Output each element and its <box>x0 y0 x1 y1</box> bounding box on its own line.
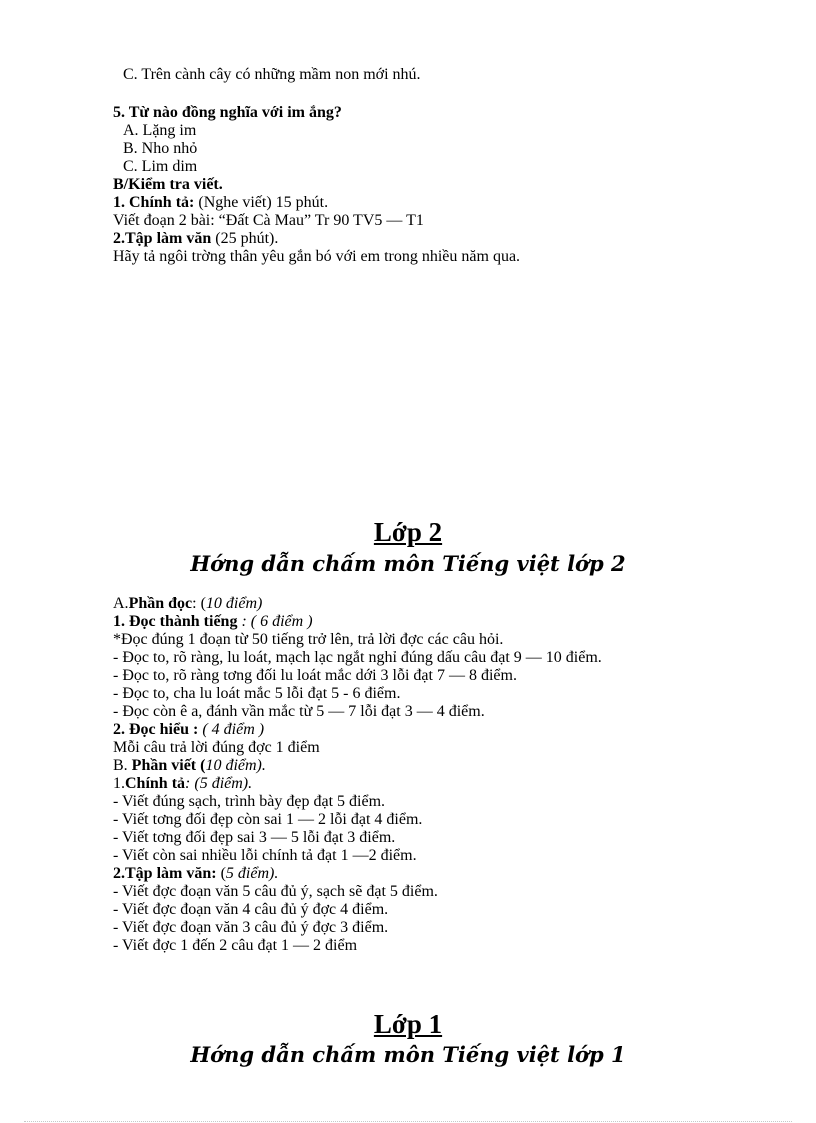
chinh-ta-rule-3: - Viết tơng đối đẹp sai 3 — 5 lỗi đạt 3 điểm. <box>113 829 396 846</box>
phan-viet-label: Phần viết ( <box>131 757 206 774</box>
chinh-ta-line <box>113 194 328 212</box>
phan-doc-label: Phần đọc <box>128 595 193 612</box>
doc-hieu-points: ( 4 điểm ) <box>198 721 265 738</box>
lop2-heading: Lớp 2 <box>373 517 443 547</box>
q5-option-b: B. Nho nhỏ <box>123 140 198 157</box>
phan-doc-colon: : ( <box>192 595 206 612</box>
doc-hieu-rule: Mỗi câu trả lời đúng đợc 1 điểm <box>113 739 320 756</box>
chinh-ta-section-line <box>113 775 252 793</box>
page-bottom-divider <box>24 1121 792 1122</box>
doc-thanh-tieng-line <box>113 613 313 631</box>
tap-lam-van-text: (25 phút). <box>211 230 279 247</box>
tlv-points-open: ( <box>216 865 226 882</box>
tlv-label: 2.Tập làm văn: <box>113 865 217 882</box>
option-c-text: C. Trên cành cây có những mầm non mới nhú. <box>123 66 421 83</box>
rule-1: *Đọc đúng 1 đoạn từ 50 tiếng trở lên, trả lời đợc các câu hỏi. <box>113 631 504 648</box>
doc-hieu-line <box>113 721 264 739</box>
doc-hieu-label: 2. Đọc hiểu : <box>113 721 199 738</box>
tlv-rule-2: - Viết đợc đoạn văn 4 câu đủ ý đợc 4 điểm. <box>113 901 389 918</box>
chinh-ta-section-points: : (5 điểm). <box>185 775 253 792</box>
chinh-ta-label: 1. Chính tả: <box>113 194 195 211</box>
doc-thanh-tieng-label: 1. Đọc thành tiếng <box>113 613 238 630</box>
ta-ngoi-truong-line: Hãy tả ngôi trờng thân yêu gắn bó với em trong nhiều năm qua. <box>113 248 521 265</box>
section-b-heading: B/Kiểm tra viết. <box>113 176 223 193</box>
chinh-ta-text: (Nghe viết) 15 phút. <box>194 194 329 211</box>
phan-viet-line <box>113 757 266 775</box>
phan-viet-prefix: B. <box>113 757 132 774</box>
rule-4: - Đọc to, cha lu loát mắc 5 lỗi đạt 5 - 6 điểm. <box>113 685 401 702</box>
tlv-rule-4: - Viết đợc 1 đến 2 câu đạt 1 — 2 điểm <box>113 937 358 954</box>
phan-viet-points: 10 điểm). <box>205 757 266 774</box>
tlv-points: 5 điểm). <box>225 865 279 882</box>
tlv-rule-1: - Viết đợc đoạn văn 5 câu đủ ý, sạch sẽ đạt 5 điểm. <box>113 883 438 900</box>
phan-doc-points: 10 điểm) <box>205 595 263 612</box>
tlv-line <box>113 865 278 883</box>
chinh-ta-section-label: Chính tả <box>125 775 186 792</box>
chinh-ta-rule-1: - Viết đúng sạch, trình bày đẹp đạt 5 điểm. <box>113 793 386 810</box>
viet-doan-line: Viết đoạn 2 bài: “Đất Cà Mau” Tr 90 TV5 — T1 <box>113 212 424 229</box>
phan-doc-prefix: A. <box>113 595 129 612</box>
phan-doc-line <box>113 595 262 613</box>
rule-5: - Đọc còn ê a, đánh vần mắc từ 5 — 7 lỗi đạt 3 — 4 điểm. <box>113 703 485 720</box>
doc-thanh-tieng-points: : ( 6 điểm ) <box>237 613 313 630</box>
question-5: 5. Từ nào đồng nghĩa với im ắng? <box>113 104 342 121</box>
q5-option-c: C. Lim dim <box>123 158 198 175</box>
rule-2: - Đọc to, rõ ràng, lu loát, mạch lạc ngắt nghỉ đúng dấu câu đạt 9 — 10 điểm. <box>113 649 602 666</box>
rule-3: - Đọc to, rõ ràng tơng đối lu loát mắc dới 3 lỗi đạt 7 — 8 điểm. <box>113 667 517 684</box>
q5-option-a: A. Lặng im <box>123 122 197 139</box>
chinh-ta-rule-2: - Viết tơng đối đẹp còn sai 1 — 2 lỗi đạt 4 điểm. <box>113 811 423 828</box>
lop2-subheading: Hớng dẫn chấm môn Tiếng việt lớp 2 <box>190 551 626 576</box>
tlv-rule-3: - Viết đợc đoạn văn 3 câu đủ ý đợc 3 điểm. <box>113 919 389 936</box>
chinh-ta-prefix: 1. <box>113 775 125 792</box>
tap-lam-van-label: 2.Tập làm văn <box>113 230 212 247</box>
lop1-heading: Lớp 1 <box>373 1009 443 1039</box>
lop1-subheading: Hớng dẫn chấm môn Tiếng việt lớp 1 <box>190 1042 626 1067</box>
tap-lam-van-line <box>113 230 278 248</box>
chinh-ta-rule-4: - Viết còn sai nhiều lỗi chính tả đạt 1 —2 điểm. <box>113 847 417 864</box>
